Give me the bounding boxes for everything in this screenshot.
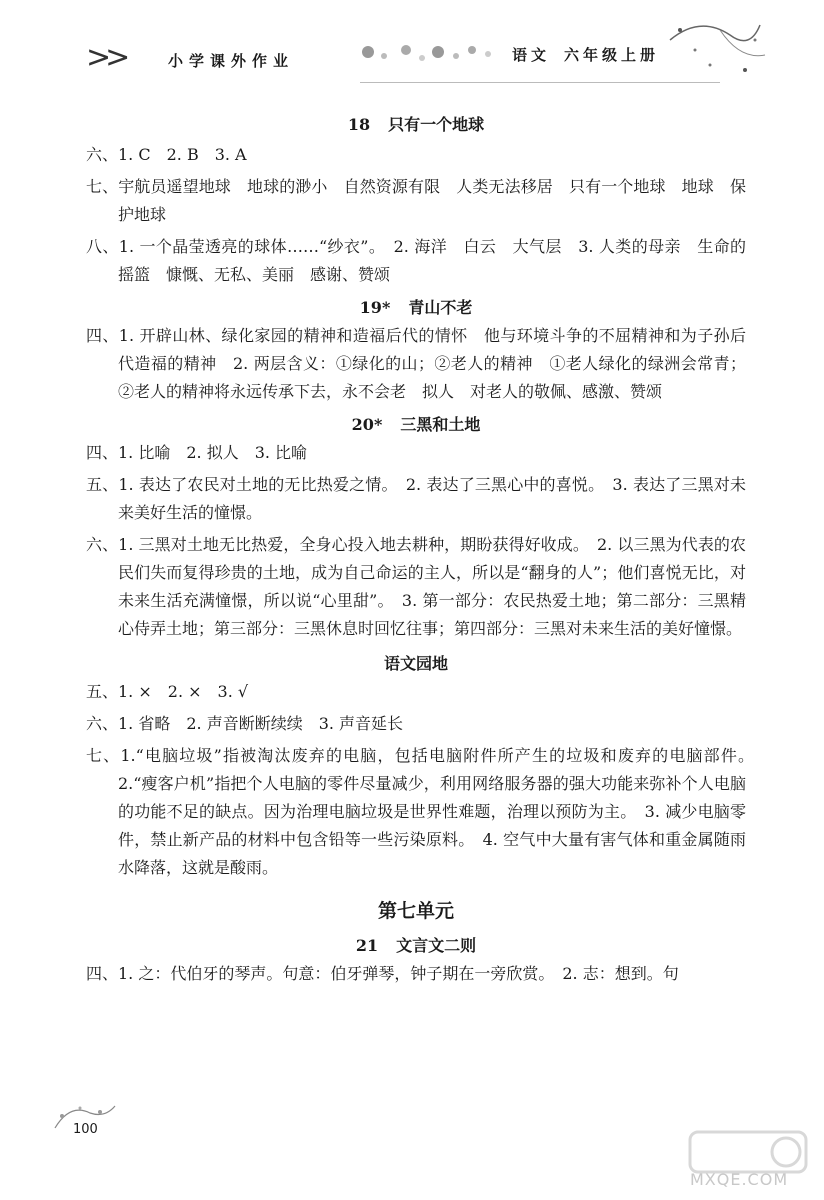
section-heading-18 bbox=[86, 112, 746, 135]
answer-line: 七、宇航员遥望地球 地球的渺小 自然资源有限 人类无法移居 只有一个地球 地球 保护地球 bbox=[86, 177, 746, 224]
header-grade: 六年级上册 bbox=[564, 46, 660, 64]
header-rule bbox=[360, 82, 720, 83]
header-subject: 语文 bbox=[512, 46, 551, 64]
book-title: 小学课外作业 bbox=[168, 52, 295, 70]
answer-line: 五、1. × 2. × 3. √ bbox=[86, 682, 249, 701]
page-number: 100 bbox=[73, 1122, 98, 1137]
section-heading-21 bbox=[86, 933, 746, 956]
section-title: 只有一个地球 bbox=[388, 115, 485, 134]
section-number: 20* bbox=[351, 415, 383, 434]
section-heading-19 bbox=[86, 295, 746, 318]
unit-heading: 第七单元 bbox=[377, 900, 454, 922]
answer-line: 六、1. C 2. B 3. A bbox=[86, 145, 247, 164]
section-number: 19* bbox=[359, 298, 391, 317]
section-title: 三黑和土地 bbox=[400, 415, 481, 434]
section-title: 文言文二则 bbox=[396, 936, 477, 955]
section-number: 18 bbox=[347, 115, 371, 134]
header-subject-grade bbox=[512, 44, 659, 65]
section-title: 青山不老 bbox=[408, 298, 473, 317]
section-heading-20 bbox=[86, 412, 746, 435]
dotted-ornament-icon bbox=[360, 40, 500, 70]
answer-line: 五、1. 表达了农民对土地的无比热爱之情。 2. 表达了三黑心中的喜悦。 3. 表达了三黑对未来美好生活的憧憬。 bbox=[86, 475, 746, 522]
watermark-domain: MXQE.COM bbox=[690, 1170, 789, 1189]
answer-line: 四、1. 开辟山林、绿化家园的精神和造福后代的情怀 他与环境斗争的不屈精神和为子孙后代造福的精神 2. 两层含义：①绿化的山；②老人的精神 ①老人绿化的绿洲会常青；②老人的精神将永远传承下去，永不会老 拟人 对老人的敬佩、感激、赞颂 bbox=[86, 326, 746, 401]
answer-line: 四、1. 比喻 2. 拟人 3. 比喻 bbox=[86, 443, 308, 462]
answer-line: 八、1. 一个晶莹透亮的球体……“纱衣”。 2. 海洋 白云 大气层 3. 人类的母亲 生命的摇篮 慷慨、无私、美丽 感谢、赞颂 bbox=[86, 237, 746, 284]
section-heading-garden: 语文园地 bbox=[383, 654, 448, 673]
page-header bbox=[0, 0, 824, 90]
answer-line: 七、1.“电脑垃圾”指被淘汰废弃的电脑，包括电脑附件所产生的垃圾和废弃的电脑部件。 2.“瘦客户机”指把个人电脑的零件尽量减少，利用网络服务器的强大功能来弥补个人电脑的功能不足的缺点。因为治理电脑垃圾是世界性难题，治理以预防为主。 3. 减少电脑零件，禁止新产品的材料中包含铅等一些污染原料。 4. 空气中大量有害气体和重金属随雨水降落，这就是酸雨。 bbox=[86, 746, 763, 877]
double-chevron-icon: >> bbox=[86, 40, 125, 75]
answer-line: 六、1. 省略 2. 声音断断续续 3. 声音延长 bbox=[86, 714, 404, 733]
answer-line: 六、1. 三黑对土地无比热爱，全身心投入地去耕种，期盼获得好收成。 2. 以三黑为代表的农民们失而复得珍贵的土地，成为自己命运的主人，所以是“翻身的人”；他们喜悦无比，对未来生活充满憧憬，所以说“心里甜”。 3. 第一部分：农民热爱土地；第二部分：三黑精心侍弄土地；第三部分：三黑休息时回忆往事；第四部分：三黑对未来生活的美好憧憬。 bbox=[86, 535, 746, 638]
section-number: 21 bbox=[355, 936, 379, 955]
answer-line: 四、1. 之：代伯牙的琴声。句意：伯牙弹琴，钟子期在一旁欣赏。 2. 志：想到。句 bbox=[86, 964, 679, 983]
answer-content bbox=[86, 112, 763, 988]
swirl-decoration-icon bbox=[660, 10, 770, 80]
